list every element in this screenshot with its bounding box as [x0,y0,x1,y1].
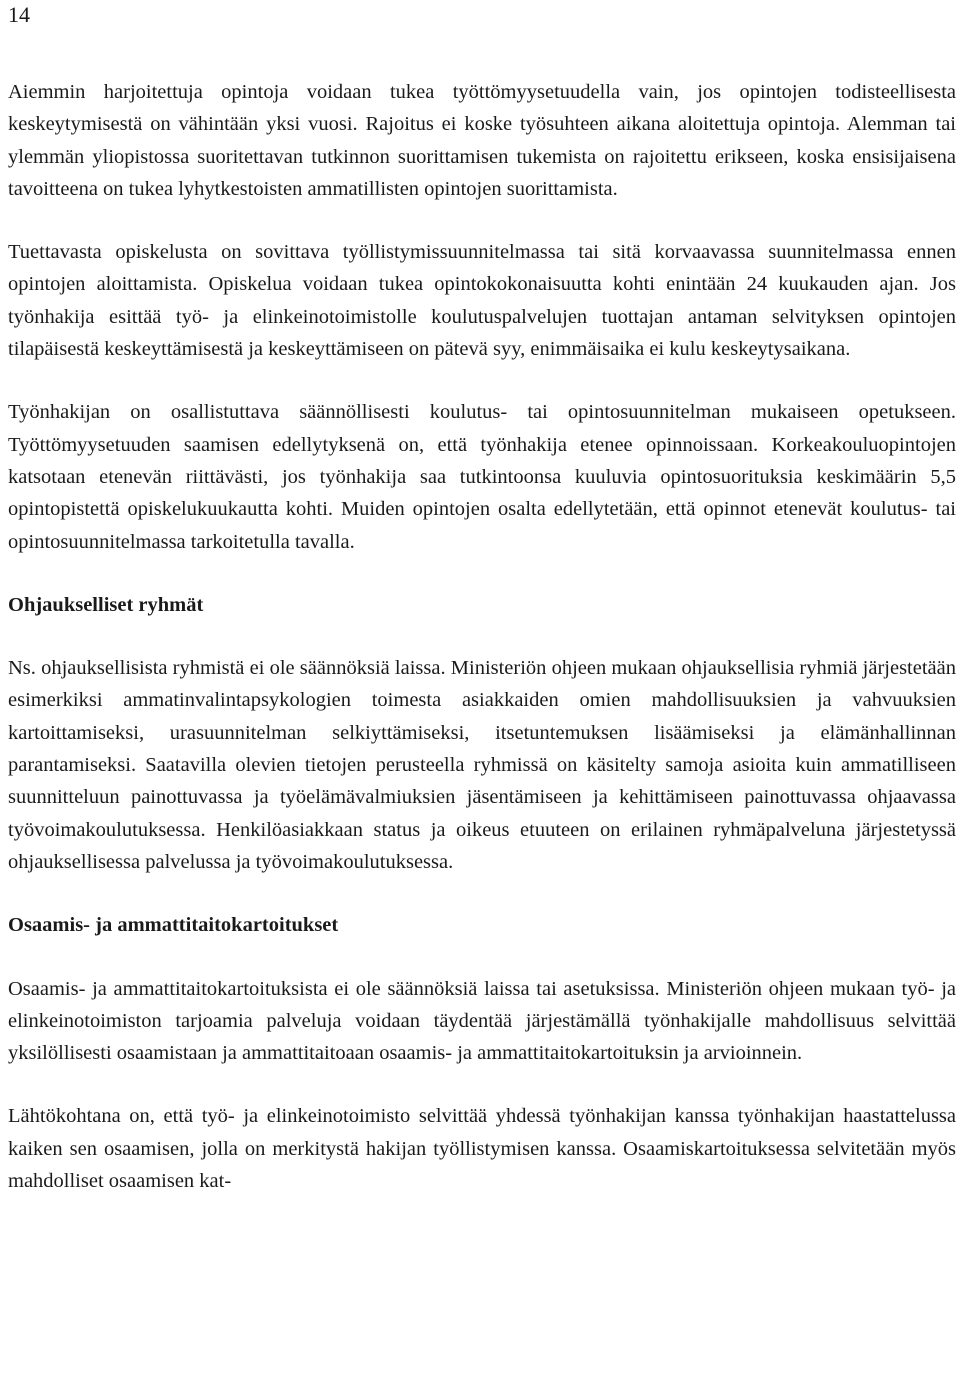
document-body [8,76,956,1197]
heading-skills-assessments: Osaamis- ja ammattitaitokartoitukset [8,914,339,937]
heading-guidance-groups: Ohjaukselliset ryhmät [8,593,204,616]
page-number: 14 [8,2,30,27]
paragraph-study-plan: Tuettavasta opiskelusta on sovittava työllistymissuunnitelmassa tai sitä korvaavassa suunnitelmassa ennen opintojen aloittamista. Opiskelua voidaan tukea opintokokonaisuutta kohti enintään 24 kuukauden ajan. Jos työnhakija esittää työ- ja elinkeinotoimistolle koulutuspalvelujen tuottajan antaman selvityksen opintojen tilapäisestä keskeyttämisestä ja keskeyttämiseen on pätevä syy, enimmäisaika ei kulu keskeytysaikana. [8,241,956,361]
paragraph-study-progress: Työnhakijan on osallistuttava säännöllisesti koulutus- tai opintosuunnitelman mukaiseen opetukseen. Työttömyysetuuden saamisen edellytyksenä on, että työnhakija etenee opinnoissaan. Korkeakouluopintojen katsotaan etenevän riittävästi, jos työnhakija saa tutkintoonsa kuuluvia opintosuorituksia keskimäärin 5,5 opintopistettä opiskelukuukautta kohti. Muiden opintojen osalta edellytetään, että opinnot etenevät koulutus- tai opintosuunnitelmassa tarkoitetulla tavalla. [8,401,956,553]
paragraph-skills-assessments: Osaamis- ja ammattitaitokartoituksista ei ole säännöksiä laissa tai asetuksissa. Ministeriön ohjeen mukaan työ- ja elinkeinotoimiston tarjoamia palveluja voidaan täydentää järjestämällä työnhakijalle mahdollisuus selvittää yksilöllisesti osaamistaan ja ammattitaitoaan osaamis- ja ammattitaitokartoituksin ja arvioinnein. [8,977,956,1065]
paragraph-starting-point: Lähtökohtana on, että työ- ja elinkeinotoimisto selvittää yhdessä työnhakijan kanssa työnhakijan haastattelussa kaiken sen osaamisen, jolla on merkitystä hakijan työllistymisen kanssa. Osaamiskartoituksessa selvitetään myös mahdolliset osaamisen kat- [8,1105,956,1193]
paragraph-prior-studies: Aiemmin harjoitettuja opintoja voidaan tukea työttömyysetuudella vain, jos opintojen todisteellisesta keskeytymisestä on vähintään yksi vuosi. Rajoitus ei koske työsuhteen aikana aloitettuja opintoja. Alemman tai ylemmän yliopistossa suoritettavan tutkinnon suorittamisen tukemista on rajoitettu erikseen, koska ensisijaisena tavoitteena on tukea lyhytkestoisten ammatillisten opintojen suorittamista. [8,81,956,200]
paragraph-guidance-groups: Ns. ohjauksellisista ryhmistä ei ole säännöksiä laissa. Ministeriön ohjeen mukaan ohjauksellisia ryhmiä järjestetään esimerkiksi ammatinvalintapsykologien toimesta asiakkaiden omien mahdollisuuksien ja vahvuuksien kartoittamiseksi, urasuunnitelman selkiyttämiseksi, itsetuntemuksen lisäämiseksi ja elämänhallinnan parantamiseksi. Saatavilla olevien tietojen perusteella ryhmissä on käsitelty samoja asioita kuin ammatilliseen suunnitteluun painottuvassa ja työelämävalmiuksien jäsentämiseen ja kehittämiseen painottuvassa ohjaavassa työvoimakoulutuksessa. Henkilöasiakkaan status ja oikeus etuuteen on erilainen ryhmäpalveluna järjestetyssä ohjauksellisessa palvelussa ja työvoimakoulutuksessa. [8,657,956,873]
